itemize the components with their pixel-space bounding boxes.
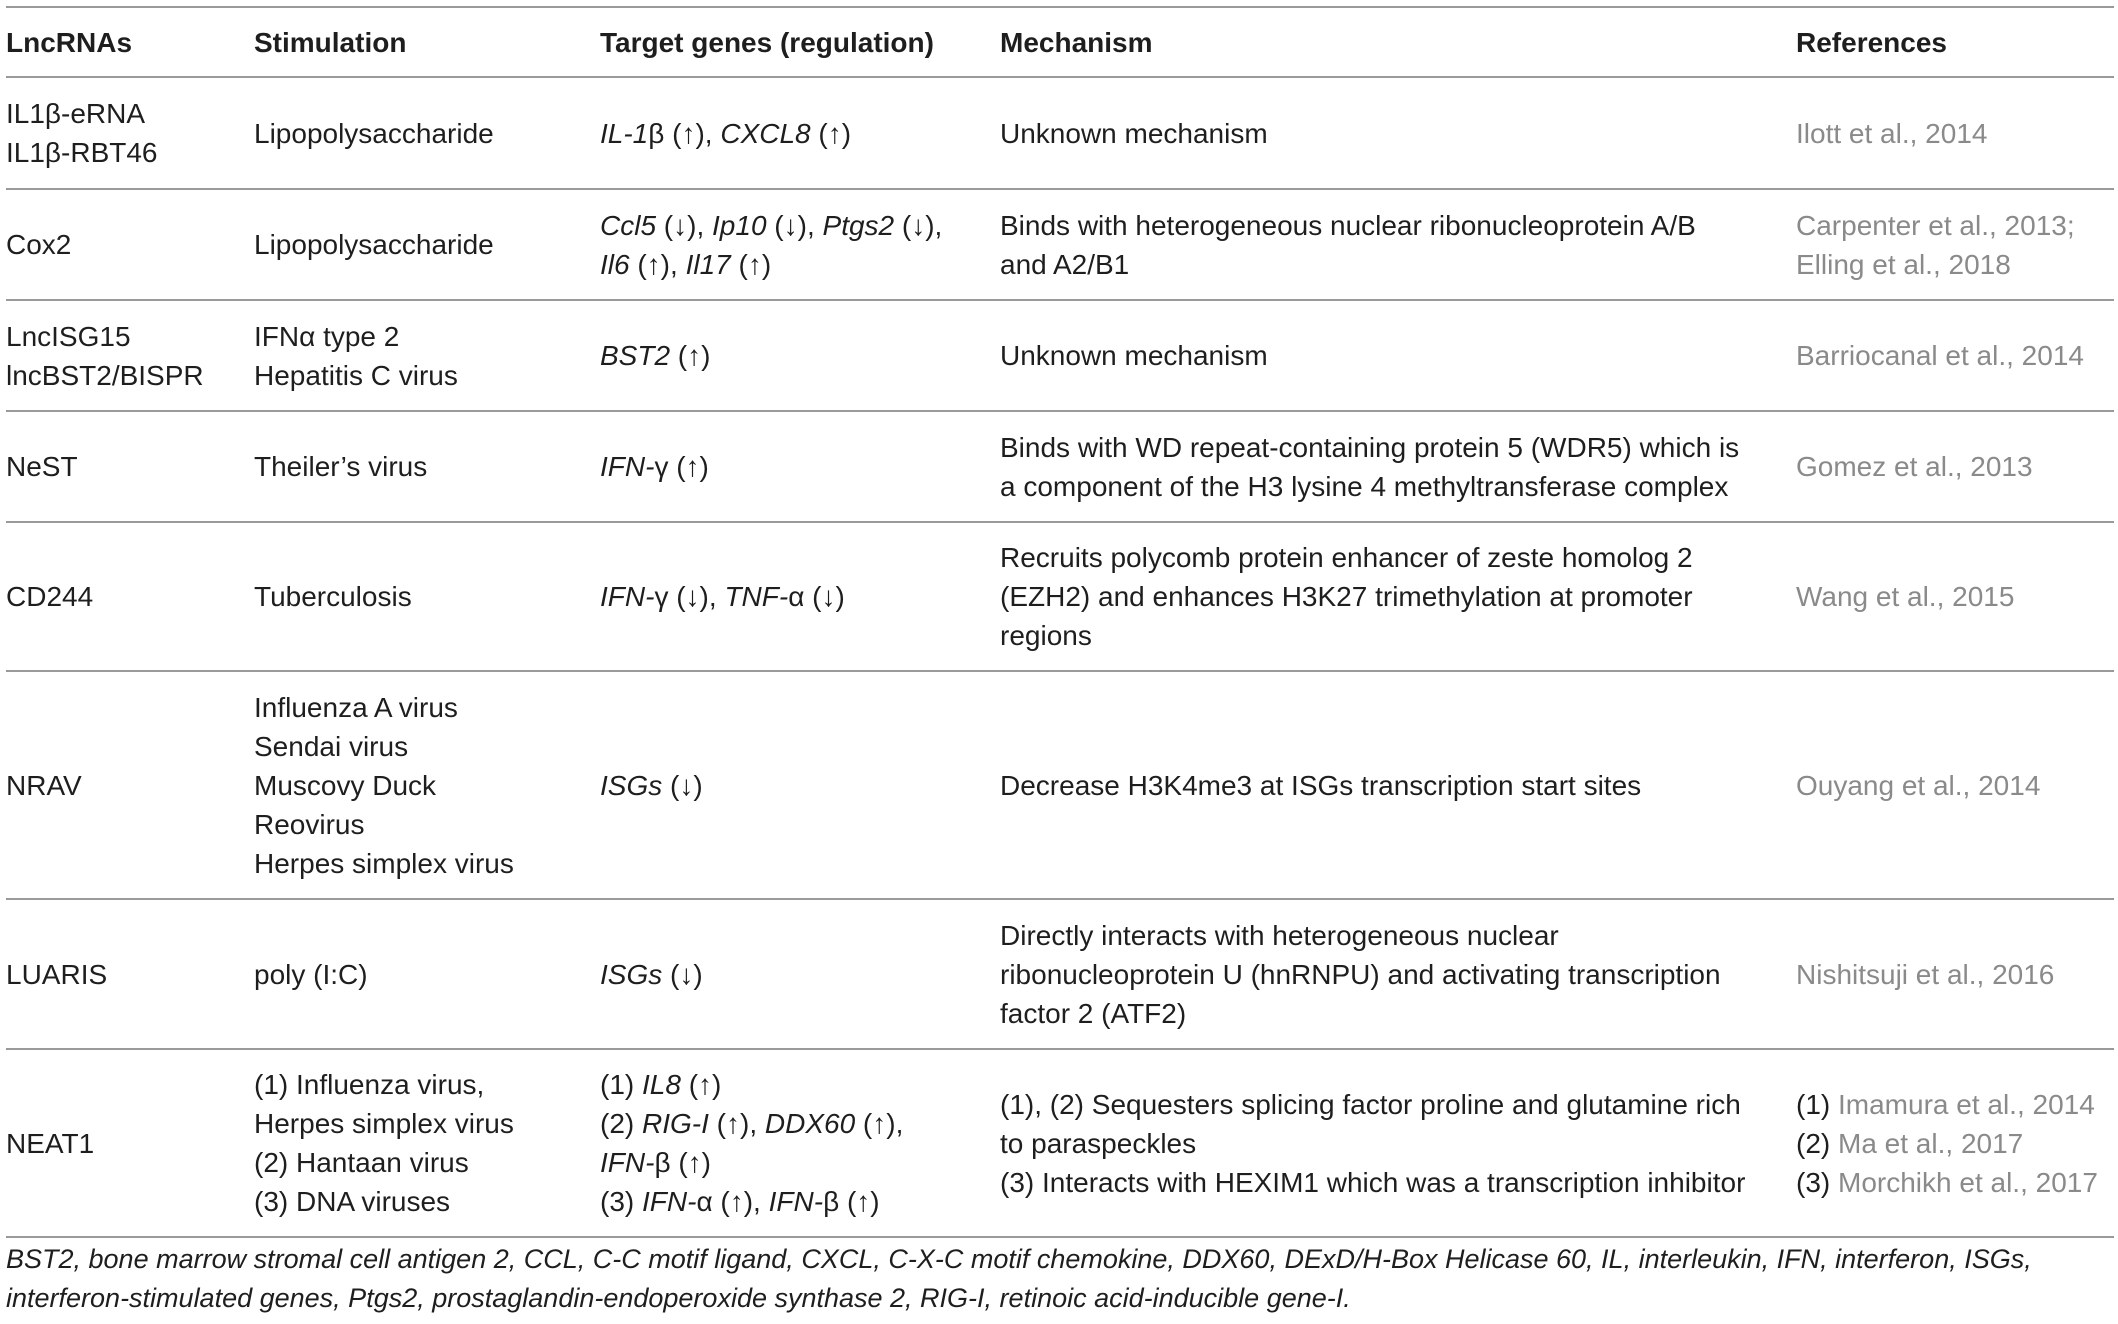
cell-mechanism-line: Binds with heterogeneous nuclear ribonucleoprotein A/B (1000, 209, 1696, 241)
gene-text: (↑) (810, 117, 852, 149)
cell-mechanism-line: (3) Interacts with HEXIM1 which was a transcription inhibitor (1000, 1166, 1746, 1198)
gene-text: (↓) (662, 769, 703, 801)
cell-stimulation-line: Lipopolysaccharide (254, 229, 494, 260)
gene-text: CXCL8 (720, 117, 811, 149)
cell-target-genes (600, 77, 1000, 189)
cell-lncrna (6, 189, 254, 300)
header-references: References (1796, 26, 1947, 58)
cell-target-genes-line (600, 766, 1000, 805)
cell-target-genes-line (600, 206, 1000, 245)
gene-text: RIG-I (642, 1108, 709, 1139)
reference-text: (2) (1796, 1127, 1838, 1159)
cell-mechanism-line: Binds with WD repeat-containing protein 5 (WDR5) which is (1000, 431, 1740, 463)
cell-target-genes-line (600, 955, 1000, 994)
gene-text: (↑) (670, 340, 711, 371)
cell-stimulation-line: Influenza A virus (254, 691, 458, 723)
cell-lncrna (6, 300, 254, 411)
gene-text: α (↓) (788, 581, 845, 612)
cell-references-line (1796, 1124, 2114, 1163)
gene-text: β (↑) (823, 1186, 880, 1217)
cell-references-line: Carpenter et al., 2013; (1796, 209, 2075, 241)
cell-target-genes-line (600, 1104, 1000, 1143)
cell-lncrna-line: LncISG15 (6, 320, 131, 352)
cell-stimulation-line: poly (I:C) (254, 958, 368, 990)
cell-references-line (1796, 1163, 2114, 1202)
gene-text: IFN- (768, 1186, 824, 1217)
cell-mechanism-line: ribonucleoprotein U (hnRNPU) and activating transcription (1000, 958, 1721, 990)
cell-stimulation-line: (2) Hantaan virus (254, 1147, 469, 1178)
gene-text: (↑), (629, 248, 686, 280)
cell-mechanism-line: (EZH2) and enhances H3K27 trimethylation at promoter (1000, 581, 1693, 612)
header-target-genes: Target genes (regulation) (600, 26, 934, 58)
gene-text: Il17 (685, 248, 731, 280)
cell-mechanism-line: Unknown mechanism (1000, 340, 1268, 371)
table-row (6, 899, 2114, 1049)
cell-references-line: Wang et al., 2015 (1796, 581, 2015, 612)
gene-text: IFN- (600, 581, 655, 612)
cell-lncrna-line: IL1β-RBT46 (6, 137, 158, 168)
cell-mechanism (1000, 411, 1796, 522)
cell-references-line: Nishitsuji et al., 2016 (1796, 958, 2055, 990)
cell-mechanism-line: a component of the H3 lysine 4 methyltransferase complex (1000, 470, 1729, 502)
cell-mechanism-line: to paraspeckles (1000, 1127, 1197, 1159)
gene-text: ISGs (600, 958, 663, 990)
gene-text: (↓) (662, 958, 703, 990)
cell-references (1796, 899, 2114, 1049)
table-footnote: BST2, bone marrow stromal cell antigen 2, CCL, C-C motif ligand, CXCL, C-X-C motif chemokine, DDX60, DExD/H-Box Helicase 60, IL, interleukin, IFN, interferon, ISGs, interferon-stimulated genes, Ptgs2, prostaglandin-endoperoxide synthase 2, RIG-I, retinoic acid-inducible gene-I. (6, 1244, 2032, 1313)
gene-text: IFN- (600, 451, 655, 482)
cell-lncrna (6, 1049, 254, 1237)
cell-lncrna-line: LUARIS (6, 958, 108, 990)
cell-references-line: Gomez et al., 2013 (1796, 451, 2033, 482)
reference-text: Morchikh et al., 2017 (1838, 1166, 2098, 1198)
cell-stimulation-line: Reovirus (254, 808, 365, 840)
reference-text: (3) (1796, 1166, 1838, 1198)
header-mechanism: Mechanism (1000, 26, 1153, 58)
cell-target-genes-line (600, 577, 1000, 616)
cell-mechanism (1000, 189, 1796, 300)
cell-lncrna (6, 671, 254, 899)
gene-text: (↑) (680, 1069, 722, 1100)
gene-text: IFN- (642, 1186, 697, 1217)
cell-references (1796, 300, 2114, 411)
cell-stimulation-line: IFNα type 2 (254, 320, 400, 352)
cell-target-genes (600, 300, 1000, 411)
cell-lncrna (6, 77, 254, 189)
cell-lncrna-line: IL1β-eRNA (6, 98, 146, 129)
cell-mechanism-line: factor 2 (ATF2) (1000, 997, 1187, 1029)
table-header (6, 7, 2114, 77)
cell-lncrna-line: lncBST2/BISPR (6, 359, 204, 391)
gene-text: Ccl5 (600, 209, 657, 241)
cell-stimulation (254, 77, 600, 189)
cell-target-genes-line (600, 1182, 1000, 1221)
header-row (6, 7, 2114, 77)
cell-references-line: Ilott et al., 2014 (1796, 117, 1988, 149)
gene-text: γ (↑) (654, 451, 709, 482)
table-row (6, 671, 2114, 899)
table-row (6, 522, 2114, 671)
cell-stimulation-line: Herpes simplex virus (254, 1108, 514, 1139)
cell-mechanism-line: regions (1000, 620, 1092, 651)
gene-text: (↑), (855, 1108, 904, 1139)
cell-mechanism (1000, 300, 1796, 411)
cell-mechanism-line: and A2/B1 (1000, 248, 1130, 280)
gene-text: IL-1 (600, 117, 649, 149)
gene-text: (↓), (656, 209, 713, 241)
cell-target-genes-line (600, 336, 1000, 375)
gene-text: IFN- (600, 1147, 655, 1178)
cell-lncrna-line: NEAT1 (6, 1127, 95, 1159)
cell-stimulation (254, 899, 600, 1049)
cell-references (1796, 189, 2114, 300)
cell-target-genes (600, 899, 1000, 1049)
gene-text: (2) (600, 1108, 642, 1139)
gene-text: (↓), (766, 209, 823, 241)
cell-mechanism-line: (1), (2) Sequesters splicing factor proline and glutamine rich (1000, 1088, 1741, 1120)
gene-text: (↑) (730, 248, 772, 280)
gene-text: (↓), (894, 209, 943, 241)
gene-text: DDX60 (764, 1108, 856, 1139)
cell-target-genes-line (600, 1065, 1000, 1104)
reference-text: (1) (1796, 1088, 1838, 1120)
cell-mechanism (1000, 1049, 1796, 1237)
cell-lncrna-line: NRAV (6, 769, 82, 801)
cell-mechanism-line: Unknown mechanism (1000, 117, 1268, 149)
table-body (6, 77, 2114, 1237)
gene-text: (↑), (708, 1108, 765, 1139)
cell-stimulation-line: Lipopolysaccharide (254, 117, 494, 149)
header-stimulation: Stimulation (254, 26, 407, 58)
cell-mechanism-line: Decrease H3K4me3 at ISGs transcription start sites (1000, 769, 1642, 801)
cell-stimulation (254, 1049, 600, 1237)
cell-lncrna-line: Cox2 (6, 229, 72, 260)
gene-text: BST2 (600, 340, 671, 371)
cell-mechanism-line: Recruits polycomb protein enhancer of zeste homolog 2 (1000, 542, 1693, 573)
lncrna-table (6, 6, 2114, 1238)
cell-lncrna-line: NeST (6, 451, 78, 482)
gene-text: Ip10 (712, 209, 767, 241)
gene-text: Il6 (600, 248, 630, 280)
cell-target-genes-line (600, 1143, 1000, 1182)
gene-text: IL8 (642, 1069, 681, 1100)
cell-references-line: Ouyang et al., 2014 (1796, 769, 2041, 801)
gene-text: (1) (600, 1069, 642, 1100)
cell-stimulation (254, 300, 600, 411)
cell-stimulation-line: Muscovy Duck (254, 769, 437, 801)
cell-stimulation (254, 671, 600, 899)
gene-text: TNF- (724, 581, 789, 612)
cell-mechanism (1000, 522, 1796, 671)
gene-text: ISGs (600, 769, 663, 801)
cell-stimulation-line: (3) DNA viruses (254, 1186, 451, 1217)
gene-text: α (↑), (696, 1186, 769, 1217)
cell-mechanism-line: Directly interacts with heterogeneous nuclear (1000, 919, 1559, 951)
cell-stimulation (254, 522, 600, 671)
cell-mechanism (1000, 77, 1796, 189)
cell-mechanism (1000, 671, 1796, 899)
cell-stimulation-line: Theiler’s virus (254, 451, 428, 482)
table-row (6, 77, 2114, 189)
table-row (6, 189, 2114, 300)
cell-references (1796, 77, 2114, 189)
cell-stimulation-line: Sendai virus (254, 730, 409, 762)
cell-target-genes-line (600, 447, 1000, 486)
gene-text: β (↑), (648, 117, 721, 149)
table-row (6, 300, 2114, 411)
header-lncrnas: LncRNAs (6, 26, 133, 58)
cell-references-line: Elling et al., 2018 (1796, 248, 2011, 280)
gene-text: γ (↓), (654, 581, 725, 612)
cell-mechanism (1000, 899, 1796, 1049)
reference-text: Imamura et al., 2014 (1838, 1088, 2095, 1120)
cell-stimulation-line: (1) Influenza virus, (254, 1069, 485, 1100)
cell-stimulation-line: Hepatitis C virus (254, 359, 458, 391)
cell-references-line: Barriocanal et al., 2014 (1796, 340, 2084, 371)
cell-target-genes (600, 1049, 1000, 1237)
cell-stimulation (254, 411, 600, 522)
cell-lncrna (6, 899, 254, 1049)
cell-references (1796, 671, 2114, 899)
gene-text: β (↑) (654, 1147, 711, 1178)
table-row (6, 411, 2114, 522)
cell-target-genes-line (600, 114, 1000, 153)
cell-target-genes-line (600, 245, 1000, 284)
reference-text: Ma et al., 2017 (1838, 1127, 2024, 1159)
lncrna-table-container (6, 6, 2114, 1238)
gene-text: (3) (600, 1186, 642, 1217)
cell-stimulation-line: Tuberculosis (254, 581, 412, 612)
cell-references (1796, 522, 2114, 671)
cell-stimulation (254, 189, 600, 300)
cell-references (1796, 1049, 2114, 1237)
cell-target-genes (600, 671, 1000, 899)
cell-target-genes (600, 522, 1000, 671)
cell-lncrna (6, 522, 254, 671)
cell-target-genes (600, 189, 1000, 300)
cell-references (1796, 411, 2114, 522)
cell-lncrna (6, 411, 254, 522)
cell-lncrna-line: CD244 (6, 581, 94, 612)
gene-text: Ptgs2 (822, 209, 895, 241)
cell-references-line (1796, 1085, 2114, 1124)
cell-target-genes (600, 411, 1000, 522)
table-row (6, 1049, 2114, 1237)
cell-stimulation-line: Herpes simplex virus (254, 847, 514, 879)
